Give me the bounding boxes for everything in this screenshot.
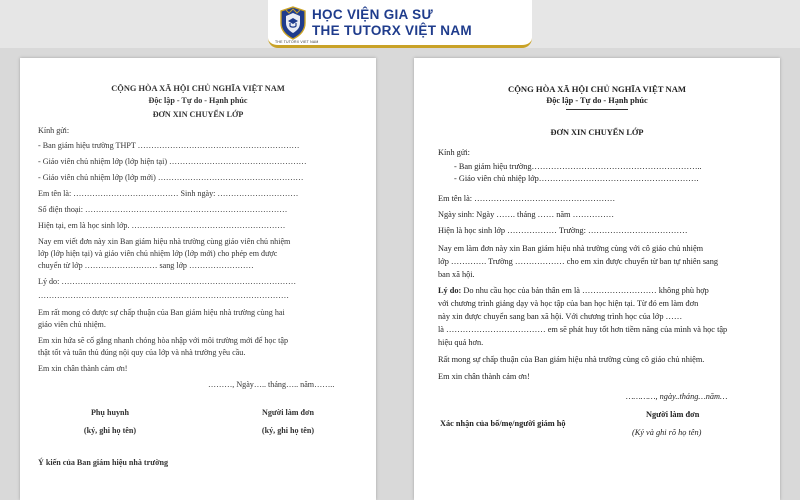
brand-line-2: THE TUTORX VIỆT NAM bbox=[312, 22, 472, 38]
form-title: ĐƠN XIN CHUYỂN LỚP bbox=[152, 110, 244, 119]
reason-text-3: này xin được chuyển sang ban xã hội. Với chương trình học của lớp …… bbox=[438, 312, 683, 321]
promise-text-1: Em xin hứa sẽ cố gắng nhanh chóng hòa nhập với môi trường mới để học tập bbox=[38, 336, 288, 345]
shield-crest-icon bbox=[280, 6, 306, 40]
hope-text: Rất mong sự chấp thuận của Ban giám hiệu nhà trường cùng cô giáo chủ nhiệm. bbox=[438, 355, 705, 364]
dob-line: Ngày sinh: Ngày ……. tháng …… năm …………… bbox=[438, 210, 615, 219]
reason-label: Lý do: bbox=[438, 286, 462, 295]
class-line: Hiện là học sinh lớp ……………… Trường: ……………………………… bbox=[438, 226, 688, 235]
applicant-label: Người làm đơn bbox=[646, 410, 700, 419]
request-text-1: Nay em làm đơn này xin Ban giám hiệu nhà trường cùng với cô giáo chủ nhiệm bbox=[438, 244, 704, 253]
thanks-text: Em xin chân thành cảm ơn! bbox=[38, 364, 128, 373]
parent-sign-hint: (ký, ghi họ tên) bbox=[83, 426, 137, 435]
form-title: ĐƠN XIN CHUYỂN LỚP bbox=[550, 128, 644, 137]
kinh-gui-label: Kính gửi: bbox=[38, 126, 70, 135]
parent-label: Phụ huynh bbox=[90, 408, 130, 417]
hope-text-2: giáo viên chủ nhiệm. bbox=[38, 320, 106, 329]
recipient-line: - Ban giám hiệu trường THPT …………………………………………………… bbox=[38, 141, 300, 150]
hope-text-1: Em rất mong có được sự chấp thuận của Ban giám hiệu nhà trường cùng hai bbox=[38, 308, 285, 317]
promise-text-2: thật tốt và tuân thủ đúng nội quy của lớp và nhà trường yêu cầu. bbox=[38, 348, 246, 357]
reason-text-1 bbox=[438, 286, 709, 295]
motto: Độc lập - Tự do - Hạnh phúc bbox=[546, 96, 648, 105]
request-text-3: chuyển từ lớp ……………………… sang lớp …………………… bbox=[38, 261, 254, 270]
reason-text-4: là ……………………………… em sẽ phát huy tốt hơn tiềm năng của mình và học tập bbox=[438, 325, 728, 334]
phone-line: Số điện thoại: ………………………………………………………………… bbox=[38, 205, 288, 214]
reason-line-2: ………………………………………………………………………………… bbox=[38, 291, 289, 300]
reason-text-2: với chương trình giảng dạy và học tập của ban học hiện tại. Từ đó em làm đơn bbox=[438, 299, 699, 308]
parent-confirm-label: Xác nhận của bố/mẹ/người giám hộ bbox=[440, 419, 566, 428]
name-line: Em tên là: …………………………………………… bbox=[438, 194, 616, 203]
motto: Độc lập - Tự do - Hạnh phúc bbox=[148, 96, 248, 105]
right-document-page bbox=[414, 58, 780, 500]
date-line: ………, Ngày….. tháng….. năm…….. bbox=[208, 380, 335, 389]
kinh-gui-label: Kính gửi: bbox=[438, 148, 470, 157]
left-document-page bbox=[20, 58, 376, 500]
republic-heading: CỘNG HÒA XÃ HỘI CHỦ NGHĨA VIỆT NAM bbox=[111, 84, 285, 93]
brand-banner bbox=[268, 0, 532, 48]
recipient-line: - Giáo viên chủ nhiệm lớp (lớp hiện tại) …………………………………………… bbox=[38, 157, 307, 166]
request-text-2: lớp …………. Trường ……………… cho em xin được chuyển từ ban tự nhiên sang bbox=[438, 257, 719, 266]
request-text-1: Nay em viết đơn này xin Ban giám hiệu nhà trường cùng giáo viên chủ nhiệm bbox=[38, 237, 291, 246]
request-text-3: ban xã hội. bbox=[438, 270, 475, 279]
logo-caption: THE TUTORX VIET NAM bbox=[275, 40, 319, 44]
reason-text-5: hiệu quả hơn. bbox=[438, 338, 484, 347]
date-line: …………, ngày..tháng…năm… bbox=[626, 392, 728, 401]
republic-heading: CỘNG HÒA XÃ HỘI CHỦ NGHĨA VIỆT NAM bbox=[507, 84, 687, 94]
request-text-2: lớp (lớp hiện tại) và giáo viên chủ nhiệm lớp (lớp mới) cho phép em được bbox=[38, 249, 278, 258]
applicant-sign-hint: (ký, ghi họ tên) bbox=[261, 426, 315, 435]
name-line: Em tên là: ………………………………… Sinh ngày: ………………………… bbox=[38, 189, 299, 198]
recipient-line: - Giáo viên chủ nhiệm lớp (lớp mới) ……………………………………………… bbox=[38, 173, 304, 182]
applicant-label: Người làm đơn bbox=[261, 408, 315, 417]
brand-line-1: HỌC VIỆN GIA SƯ bbox=[312, 6, 433, 22]
motto-underline bbox=[566, 109, 628, 110]
recipient-line: - Ban giám hiệu trường…………………………………………………….. bbox=[454, 162, 702, 171]
current-class-line: Hiện tại, em là học sinh lớp. ………………………………………………… bbox=[38, 221, 286, 230]
applicant-sign-hint: (Ký và ghi rõ họ tên) bbox=[632, 428, 702, 437]
reason-line: Lý do: …………………………………………………………………………… bbox=[38, 277, 297, 286]
thanks-text: Em xin chân thành cảm ơn! bbox=[438, 372, 530, 381]
principal-opinion-label: Ý kiến của Ban giám hiệu nhà trường bbox=[38, 458, 169, 467]
reason-body: Do nhu cầu học của bản thân em là ……………………… không phù hợp bbox=[461, 286, 709, 295]
brand-text bbox=[312, 7, 472, 39]
recipient-line: - Giáo viên chủ nhiệp lớp…………………………………………………. bbox=[454, 174, 699, 183]
